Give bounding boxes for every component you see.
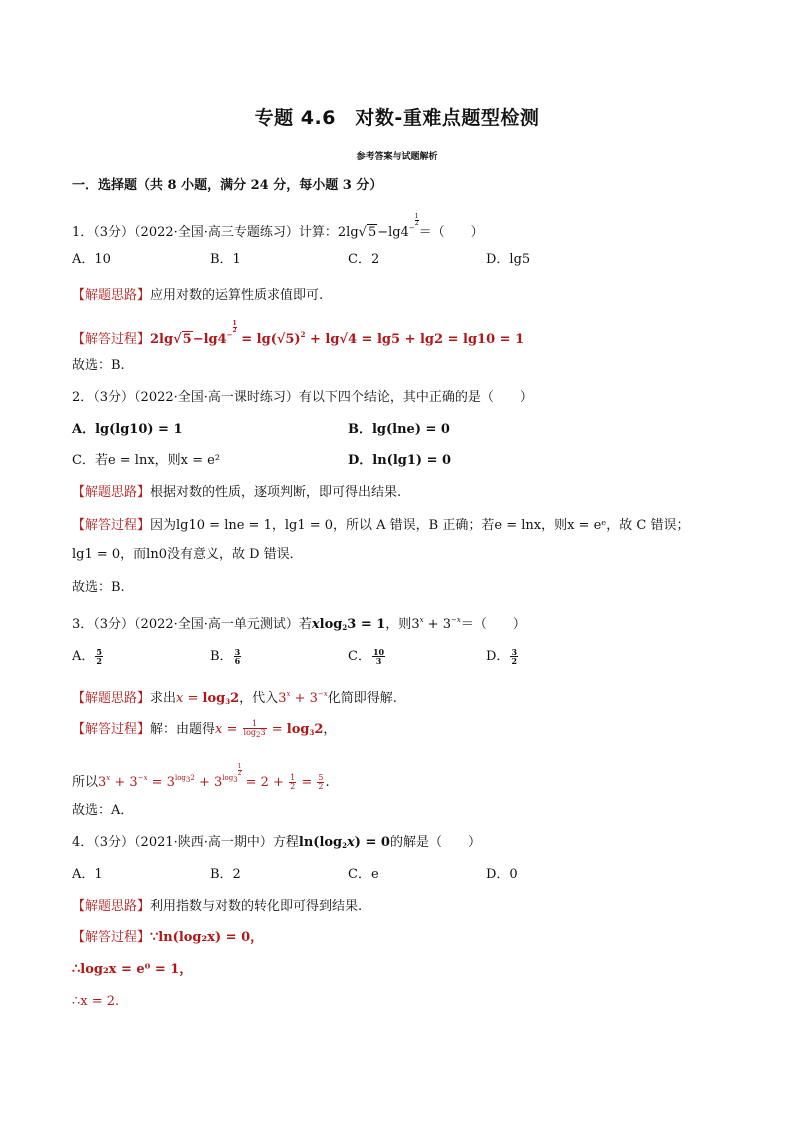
q4-process-line2: ∴log₂x = e⁰ = 1， bbox=[72, 962, 193, 977]
q3-answer: 故选：A． bbox=[72, 803, 134, 818]
page-title: 专题 4.6 对数-重难点题型检测 bbox=[254, 107, 540, 129]
q2-option-c: C．若e = lnx，则x = e² bbox=[72, 453, 221, 468]
q2-process-line2: lg1 = 0，而ln0没有意义，故 D 错误． bbox=[72, 547, 303, 562]
q4-process: 【解答过程】∵ln(log₂x) = 0， bbox=[72, 930, 264, 945]
q4-option-b: B．2 bbox=[210, 867, 241, 882]
q3-idea: 【解题思路】求出$x = \log_32$，代入$3^x + 3^{-x}$化简即得解. bbox=[72, 690, 397, 706]
q1-process: 【解答过程】$2\lg√5-\lg 4^{- \frac{1}{2}}$ = $\lg(√5)^2 + \lg√4 = \lg 5 + \lg 2 = \lg 10 = 1$ bbox=[72, 320, 525, 347]
q3-process-line3: 所以$3^x + 3^{-x} = 3^{log_32} + 3^{log_3 \frac{1}{2}}$ = 2 + $\frac{1}{2}$ = $\frac{5}{2}$ . bbox=[72, 763, 330, 791]
q1-option-b: B．1 bbox=[210, 252, 241, 267]
question-2-stem: 2．（3分）（2022·全国·高一课时练习）有以下四个结论，其中正确的是（ ） bbox=[72, 390, 533, 405]
q3-option-c: C． $\frac{10}{3}$ bbox=[348, 647, 385, 666]
q2-option-a: A．lg(lg10) = 1 bbox=[72, 422, 183, 437]
q1-process-math: $2\lg√5-\lg 4^{- \frac{1}{2}}$ = $\lg(√5)^2 + \lg√4 = \lg 5 + \lg 2 = \lg 10 = 1$ bbox=[150, 320, 525, 347]
q2-option-d: D．ln(lg1) = 0 bbox=[348, 453, 452, 468]
q2-process: 【解答过程】因为lg10 = lne = 1，lg1 = 0，所以 A 错误，B 正确；若e = lnx，则x = eᵉ，故 C 错误； bbox=[72, 518, 690, 533]
section-heading: 一．选择题（共 8 小题，满分 24 分，每小题 3 分） bbox=[72, 178, 383, 193]
q4-option-a: A．1 bbox=[72, 867, 103, 882]
q2-answer: 故选：B. bbox=[72, 580, 125, 595]
q4-equation: $\ln(\log_2x) = 0$ bbox=[298, 835, 390, 850]
q3-option-b: B． $\frac{3}{6}$ bbox=[210, 647, 241, 666]
q1-answer: 故选：B. bbox=[72, 358, 125, 373]
q3-condition: xlog$_2$3 = 1 bbox=[311, 617, 386, 632]
question-1-stem: 1．（3分）（2022·全国·高三专题练习）计算：$2\lg√5-\lg 4^{- \frac{1}{2}}$ ＝（ ） bbox=[72, 213, 484, 240]
q2-option-b: B．lg(lne) = 0 bbox=[348, 422, 450, 437]
q4-process-line3: ∴x = 2. bbox=[72, 994, 120, 1009]
q4-option-d: D．0 bbox=[486, 867, 518, 882]
q1-option-d: D．lg5 bbox=[486, 252, 531, 267]
q1-option-a: A．10 bbox=[72, 252, 111, 267]
q3-option-d: D． $\frac{3}{2}$ bbox=[486, 647, 518, 666]
q3-process: 【解答过程】解：由题得x = $\frac{1}{\log_23}$ = $\log_32$， bbox=[72, 719, 337, 739]
page-subtitle: 参考答案与试题解析 bbox=[356, 152, 438, 162]
q4-option-c: C．e bbox=[348, 867, 379, 882]
question-4-stem: 4．（3分）（2021·陕西·高一期中）方程$\ln(\log_2x) = 0$的解是（ ） bbox=[72, 835, 481, 850]
q3-target: $3^x + 3^{-x}$ bbox=[411, 616, 461, 632]
q1-option-c: C．2 bbox=[348, 252, 380, 267]
q1-idea: 【解题思路】应用对数的运算性质求值即可. bbox=[72, 288, 324, 303]
question-3-stem: 3．（3分）（2022·全国·高一单元测试）若xlog$_2$3 = 1，则$3^x + 3^{-x}=$（ ） bbox=[72, 616, 526, 632]
q2-idea: 【解题思路】根据对数的性质，逐项判断，即可得出结果. bbox=[72, 485, 402, 500]
q1-expression: $2\lg√5-\lg 4^{- \frac{1}{2}}$ bbox=[337, 213, 419, 240]
q4-idea: 【解题思路】利用指数与对数的转化即可得到结果. bbox=[72, 899, 363, 914]
q3-option-a: A． $\frac{5}{2}$ bbox=[72, 647, 102, 666]
